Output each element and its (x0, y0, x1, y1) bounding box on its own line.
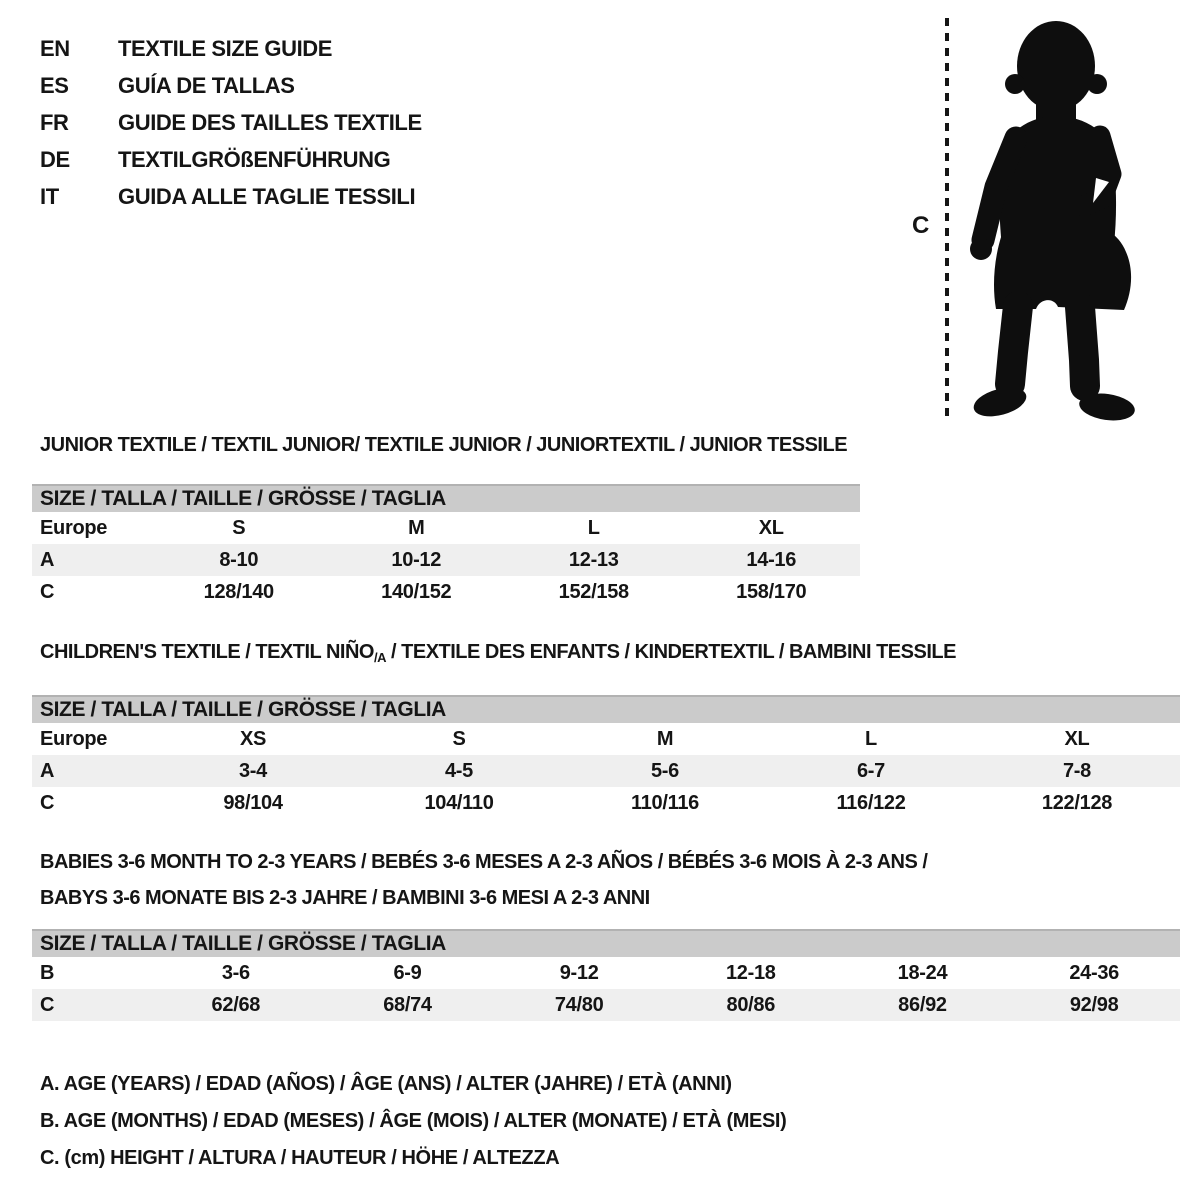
language-row (40, 30, 422, 67)
cell-value: L (587, 516, 600, 539)
table-row-c (32, 787, 1180, 819)
legend-line-a: A. AGE (YEARS) / EDAD (AÑOS) / ÂGE (ANS) / ALTER (JAHRE) / ETÀ (ANNI) (40, 1073, 732, 1095)
size-header-bar: SIZE / TALLA / TAILLE / GRÖSSE / TAGLIA (32, 484, 860, 512)
language-code: DE (40, 146, 70, 172)
language-code: FR (40, 109, 69, 135)
language-row (40, 141, 422, 178)
section-babies-textile (32, 844, 1180, 1021)
cell-value: M (408, 516, 425, 539)
language-title: GUÍA DE TALLAS (118, 72, 295, 98)
language-title: TEXTILGRÖßENFÜHRUNG (118, 146, 391, 172)
section-heading-junior (32, 433, 860, 457)
height-dashed-line (944, 16, 950, 420)
cell-value: S (452, 727, 466, 750)
cell-value: 24-36 (1069, 961, 1119, 984)
size-table-children (32, 695, 1180, 819)
cell-value: 158/170 (736, 580, 807, 603)
cell-value: 6-7 (856, 759, 885, 782)
language-code: IT (40, 183, 59, 209)
table-row-a (32, 755, 1180, 787)
cell-value: 14-16 (746, 548, 797, 571)
size-grid-babies (32, 957, 1180, 1021)
table-row-b (32, 957, 1180, 989)
language-code: ES (40, 72, 69, 98)
cell-value: 12-13 (568, 548, 619, 571)
language-title: GUIDE DES TAILLES TEXTILE (118, 109, 422, 135)
row-label: A (40, 759, 55, 782)
cell-value: 12-18 (725, 961, 776, 984)
table-row-c (32, 989, 1180, 1021)
size-grid-junior (32, 512, 860, 608)
row-label: Europe (40, 516, 108, 539)
row-label: C (40, 791, 55, 814)
language-row (40, 104, 422, 141)
language-title: GUIDA ALLE TAGLIE TESSILI (118, 183, 416, 209)
section-children-textile (32, 640, 1180, 819)
cell-value: 128/140 (203, 580, 274, 603)
heading-text: BABYS 3-6 MONATE BIS 2-3 JAHRE / BAMBINI 3-6 MESI A 2-3 ANNI (40, 887, 650, 909)
section-heading-line (40, 433, 860, 457)
cell-value: S (232, 516, 246, 539)
cell-value: 104/110 (424, 791, 494, 814)
size-header-bar: SIZE / TALLA / TAILLE / GRÖSSE / TAGLIA (32, 929, 1180, 957)
heading-text: BABIES 3-6 MONTH TO 2-3 YEARS / BEBÉS 3-6 MESES A 2-3 AÑOS / BÉBÉS 3-6 MOIS À 2-3 ANS / (40, 851, 928, 873)
cell-value: 68/74 (383, 993, 432, 1016)
language-row (40, 67, 422, 104)
row-label: C (40, 993, 55, 1016)
cell-value: 62/68 (211, 993, 261, 1016)
cell-value: 92/98 (1069, 993, 1119, 1016)
section-heading-babies (32, 844, 1180, 916)
cell-value: 4-5 (444, 759, 473, 782)
cell-value: 5-6 (650, 759, 679, 782)
cell-value: 116/122 (836, 791, 906, 814)
row-label: B (40, 961, 55, 984)
cell-value: 6-9 (393, 961, 422, 984)
heading-text: CHILDREN'S TEXTILE / TEXTIL NIÑO (40, 641, 374, 663)
height-measure-label: C (912, 212, 930, 239)
table-row-c (32, 576, 860, 608)
cell-value: L (865, 727, 877, 750)
cell-value: XL (1064, 727, 1090, 750)
row-label: C (40, 580, 55, 603)
size-table-junior (32, 484, 860, 608)
size-grid-children (32, 723, 1180, 819)
cell-value: 10-12 (391, 548, 442, 571)
cell-value: 152/158 (558, 580, 629, 603)
row-label: A (40, 548, 55, 571)
language-title-list (40, 30, 422, 215)
size-table-babies (32, 929, 1180, 1021)
cell-value: 7-8 (1062, 759, 1091, 782)
language-row (40, 178, 422, 215)
cell-value: 98/104 (223, 791, 283, 814)
section-heading-line (40, 844, 1180, 880)
size-header-bar: SIZE / TALLA / TAILLE / GRÖSSE / TAGLIA (32, 695, 1180, 723)
section-heading-children (32, 640, 1180, 670)
cell-value: 18-24 (897, 961, 948, 984)
cell-value: XS (239, 727, 267, 750)
heading-text: JUNIOR TEXTILE / TEXTIL JUNIOR/ TEXTILE JUNIOR / JUNIORTEXTIL / JUNIOR TESSILE (40, 434, 848, 456)
section-heading-line (40, 880, 1180, 916)
cell-value: 3-6 (221, 961, 250, 984)
cell-value: 9-12 (559, 961, 599, 984)
legend-line-c: C. (cm) HEIGHT / ALTURA / HAUTEUR / HÖHE / ALTEZZA (40, 1147, 560, 1169)
heading-text: /A (373, 650, 386, 665)
language-title: TEXTILE SIZE GUIDE (118, 35, 333, 61)
toddler-silhouette-icon (956, 12, 1140, 422)
section-heading-line (40, 640, 1180, 670)
table-row-a (32, 544, 860, 576)
cell-value: 140/152 (381, 580, 452, 603)
table-row-europe (32, 723, 1180, 755)
legend-line-b: B. AGE (MONTHS) / EDAD (MESES) / ÂGE (MOIS) / ALTER (MONATE) / ETÀ (MESI) (40, 1110, 787, 1132)
table-row-europe (32, 512, 860, 544)
section-junior-textile (32, 433, 860, 608)
language-code: EN (40, 35, 70, 61)
cell-value: 3-4 (238, 759, 267, 782)
cell-value: 74/80 (554, 993, 604, 1016)
cell-value: 80/86 (726, 993, 776, 1016)
cell-value: XL (758, 516, 784, 539)
cell-value: M (656, 727, 674, 750)
row-label: Europe (40, 727, 108, 750)
cell-value: 110/116 (631, 791, 699, 814)
cell-value: 122/128 (1041, 791, 1113, 814)
legend (40, 1066, 786, 1177)
heading-text: / TEXTILE DES ENFANTS / KINDERTEXTIL / BAMBINI TESSILE (385, 641, 956, 663)
cell-value: 8-10 (219, 548, 259, 571)
cell-value: 86/92 (898, 993, 947, 1016)
